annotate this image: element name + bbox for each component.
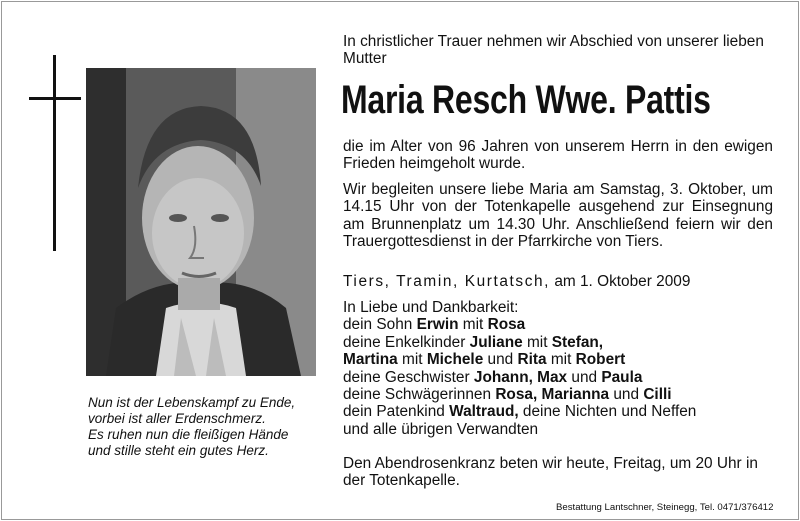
family-line [343, 351, 773, 368]
undertaker-credit: Bestattung Lantschner, Steinegg, Tel. 0471/376412 [556, 502, 774, 513]
family-member: Rita [517, 351, 547, 369]
family-member: Paula [601, 368, 643, 386]
family-line [343, 386, 773, 403]
notice-date: am 1. Oktober 2009 [554, 273, 691, 290]
family-member: Juliane [469, 333, 523, 351]
poem-line: Es ruhen nun die fleißigen Hände [88, 427, 289, 442]
family-text: mit [546, 351, 576, 369]
rosary-notice: Den Abendrosenkranz beten wir heute, Freitag, um 20 Uhr in der Totenkapelle. [343, 455, 758, 490]
funeral-paragraph: Wir begleiten unsere liebe Maria am Samstag, 3. Oktober, um 14.15 Uhr von der Totenkapelle ausgehend zur Einsegnung am Brunnenplatz um 14.30 Uhr. Anschließend feiern wir den Trauergottesdienst in der Pfarrkirche von Tiers. [343, 181, 773, 251]
family-member: Rosa, Marianna [495, 386, 610, 404]
poem-line: und stille steht ein gutes Herz. [88, 443, 269, 458]
family-text: deine Enkelkinder [343, 333, 470, 351]
family-member: Robert [575, 351, 626, 369]
place-names: Tiers, Tramin, Kurtatsch, [343, 273, 551, 290]
place-date-line [343, 273, 773, 290]
family-member: Rosa [487, 316, 526, 334]
family-member: Martina [343, 351, 398, 369]
family-member: Cilli [643, 386, 672, 404]
family-member: Erwin [416, 316, 459, 334]
family-text: deine Nichten und Neffen [518, 403, 697, 421]
family-line [343, 316, 773, 333]
family-text: deine Geschwister [343, 368, 474, 386]
portrait-photo [86, 68, 316, 376]
family-text: und [483, 351, 518, 369]
family-text: dein Patenkind [343, 403, 450, 421]
cross-horizontal-bar [29, 97, 81, 100]
family-text: und [567, 368, 602, 386]
cross-vertical-bar [53, 55, 56, 251]
family-text: deine Schwägerinnen [343, 386, 496, 404]
family-list [343, 299, 773, 438]
family-text: und [609, 386, 644, 404]
family-member: Johann, Max [473, 368, 568, 386]
age-paragraph: die im Alter von 96 Jahren von unserem Herrn in den ewigen Frieden heimgeholt wurde. [343, 138, 773, 173]
family-text: mit [458, 316, 488, 334]
intro-text: In christlicher Trauer nehmen wir Abschied von unserer lieben Mutter [343, 33, 764, 68]
memorial-poem [88, 395, 328, 459]
family-text: mit [397, 351, 427, 369]
deceased-name: Maria Resch Wwe. Pattis [341, 78, 711, 122]
family-text: dein Sohn [343, 316, 417, 334]
family-line [343, 403, 773, 420]
family-member: Michele [426, 351, 484, 369]
poem-line: vorbei ist aller Erdenschmerz. [88, 411, 266, 426]
family-line: und alle übrigen Verwandten [343, 420, 539, 438]
family-line [343, 369, 773, 386]
portrait-illustration [86, 68, 316, 376]
family-text: mit [522, 333, 552, 351]
family-member: Stefan, [551, 333, 604, 351]
family-member: Waltraud, [449, 403, 519, 421]
poem-line: Nun ist der Lebenskampf zu Ende, [88, 395, 296, 410]
family-greeting: In Liebe und Dankbarkeit: [343, 299, 519, 316]
family-line [343, 334, 773, 351]
